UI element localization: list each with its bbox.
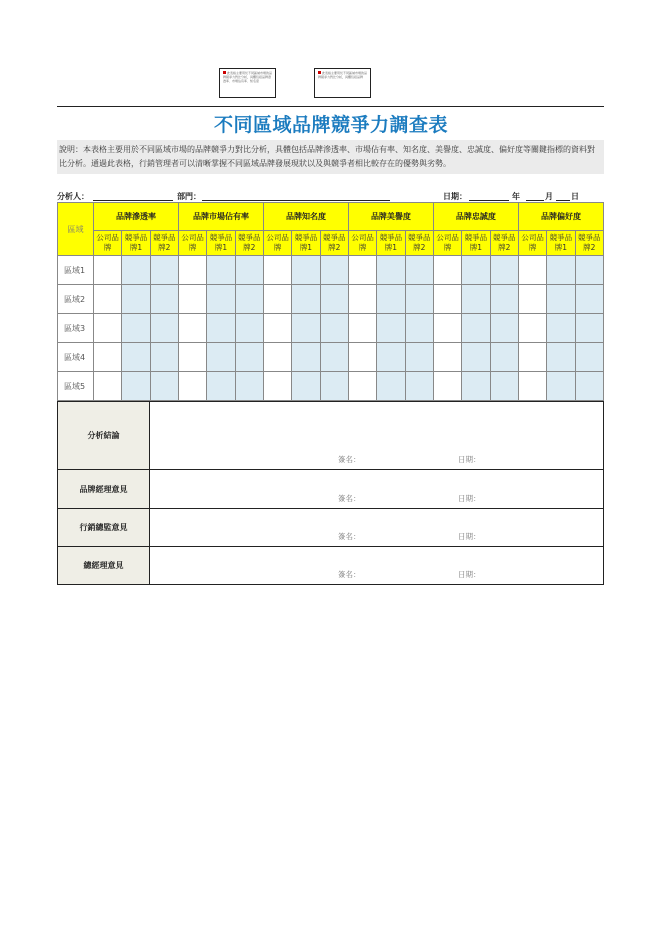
- bullet-icon: [318, 71, 321, 74]
- table-cell[interactable]: [405, 256, 433, 285]
- table-cell[interactable]: [462, 343, 490, 372]
- table-cell[interactable]: [462, 285, 490, 314]
- opinion-row: [58, 547, 604, 585]
- table-cell[interactable]: [178, 372, 206, 401]
- brand-subheader: 競爭品牌1: [207, 231, 235, 256]
- date-label: 日期：: [458, 570, 481, 579]
- brand-subheader: 競爭品牌1: [462, 231, 490, 256]
- table-cell[interactable]: [292, 343, 320, 372]
- bullet-icon: [223, 71, 226, 74]
- table-cell[interactable]: [207, 256, 235, 285]
- date-label: 日期：: [458, 532, 481, 541]
- date-label: 日期：: [443, 192, 467, 201]
- table-cell[interactable]: [150, 343, 178, 372]
- brand-subheader: 競爭品牌1: [292, 231, 320, 256]
- date-label: 日期：: [458, 494, 481, 503]
- table-cell[interactable]: [490, 343, 518, 372]
- table-cell[interactable]: [490, 256, 518, 285]
- table-cell[interactable]: [575, 372, 603, 401]
- brand-subheader: 公司品牌: [178, 231, 206, 256]
- opinion-field[interactable]: [150, 509, 604, 547]
- table-cell[interactable]: [377, 372, 405, 401]
- table-cell[interactable]: [518, 372, 546, 401]
- year-field[interactable]: [469, 200, 509, 201]
- opinion-label: 總經理意見: [58, 547, 150, 585]
- thumbnail-preview-1: [219, 68, 276, 98]
- table-cell[interactable]: [178, 285, 206, 314]
- metric-header: 品牌市場佔有率: [178, 203, 263, 231]
- region-label: 區域1: [58, 256, 94, 285]
- table-cell[interactable]: [462, 256, 490, 285]
- metric-header: 品牌滲透率: [94, 203, 179, 231]
- page-title: 不同區域品牌競爭力調查表: [213, 114, 448, 136]
- brand-subheader: 公司品牌: [433, 231, 461, 256]
- opinion-field[interactable]: [150, 547, 604, 585]
- table-cell[interactable]: [263, 256, 291, 285]
- table-cell[interactable]: [433, 372, 461, 401]
- table-cell[interactable]: [320, 372, 348, 401]
- table-cell[interactable]: [433, 314, 461, 343]
- brand-subheader: 公司品牌: [348, 231, 376, 256]
- table-cell[interactable]: [122, 372, 150, 401]
- table-cell[interactable]: [122, 256, 150, 285]
- table-cell[interactable]: [348, 343, 376, 372]
- table-cell[interactable]: [235, 372, 263, 401]
- table-cell[interactable]: [518, 314, 546, 343]
- table-cell[interactable]: [320, 285, 348, 314]
- table-row: [58, 372, 604, 401]
- table-cell[interactable]: [348, 285, 376, 314]
- table-cell[interactable]: [122, 314, 150, 343]
- department-label: 部門：: [177, 192, 201, 201]
- table-cell[interactable]: [547, 372, 575, 401]
- brand-subheader: 競爭品牌2: [235, 231, 263, 256]
- table-cell[interactable]: [122, 343, 150, 372]
- table-cell[interactable]: [405, 285, 433, 314]
- table-cell[interactable]: [235, 285, 263, 314]
- table-cell[interactable]: [575, 285, 603, 314]
- table-cell[interactable]: [348, 256, 376, 285]
- thumbnail-text: 此表格主要用於不同區域市場的品牌競爭力對比分析，具體包括品牌滲透率、市場佔有率、知名度: [223, 71, 273, 83]
- table-cell[interactable]: [292, 314, 320, 343]
- table-cell[interactable]: [575, 314, 603, 343]
- table-cell[interactable]: [547, 285, 575, 314]
- table-cell[interactable]: [377, 256, 405, 285]
- opinion-row: [58, 509, 604, 547]
- brand-subheader: 競爭品牌2: [575, 231, 603, 256]
- table-cell[interactable]: [207, 285, 235, 314]
- signature-label: 簽名：: [338, 455, 361, 464]
- area-header: 區域: [58, 203, 94, 256]
- table-cell[interactable]: [405, 343, 433, 372]
- brand-subheader: 競爭品牌2: [320, 231, 348, 256]
- table-cell[interactable]: [94, 343, 122, 372]
- table-cell[interactable]: [490, 372, 518, 401]
- table-cell[interactable]: [292, 256, 320, 285]
- table-cell[interactable]: [94, 256, 122, 285]
- signature-label: 簽名：: [338, 494, 361, 503]
- table-cell[interactable]: [320, 314, 348, 343]
- table-cell[interactable]: [518, 343, 546, 372]
- table-cell[interactable]: [94, 314, 122, 343]
- table-row: [58, 314, 604, 343]
- table-cell[interactable]: [348, 372, 376, 401]
- opinion-row: [58, 470, 604, 509]
- brand-subheader: 競爭品牌2: [490, 231, 518, 256]
- table-cell[interactable]: [263, 314, 291, 343]
- region-label: 區域3: [58, 314, 94, 343]
- table-row: [58, 343, 604, 372]
- table-cell[interactable]: [405, 314, 433, 343]
- brand-subheader: 競爭品牌1: [547, 231, 575, 256]
- competitiveness-table: [57, 202, 604, 401]
- brand-subheader: 競爭品牌2: [405, 231, 433, 256]
- brand-subheader: 競爭品牌2: [150, 231, 178, 256]
- table-row: [58, 285, 604, 314]
- table-cell[interactable]: [235, 314, 263, 343]
- table-cell[interactable]: [178, 256, 206, 285]
- table-row: [58, 256, 604, 285]
- region-label: 區域5: [58, 372, 94, 401]
- table-cell[interactable]: [377, 314, 405, 343]
- brand-subheader: 公司品牌: [263, 231, 291, 256]
- table-cell[interactable]: [207, 372, 235, 401]
- table-cell[interactable]: [518, 256, 546, 285]
- month-field[interactable]: [526, 200, 544, 201]
- thumbnail-text: 此表格主要用於不同區域市場的品牌競爭力對比分析，具體包括品牌: [318, 71, 368, 79]
- table-cell[interactable]: [207, 314, 235, 343]
- table-cell[interactable]: [575, 343, 603, 372]
- table-cell[interactable]: [377, 343, 405, 372]
- brand-subheader: 競爭品牌1: [377, 231, 405, 256]
- table-cell[interactable]: [263, 372, 291, 401]
- table-cell[interactable]: [263, 343, 291, 372]
- brand-subheader: 競爭品牌1: [122, 231, 150, 256]
- department-field[interactable]: [202, 200, 390, 201]
- brand-subheader: 公司品牌: [518, 231, 546, 256]
- signature-label: 簽名：: [338, 570, 361, 579]
- table-cell[interactable]: [490, 314, 518, 343]
- table-cell[interactable]: [462, 314, 490, 343]
- table-cell[interactable]: [235, 343, 263, 372]
- table-cell[interactable]: [377, 285, 405, 314]
- metric-header: 品牌忠誠度: [433, 203, 518, 231]
- table-cell[interactable]: [575, 256, 603, 285]
- metric-header: 品牌偏好度: [518, 203, 603, 231]
- opinion-label: 分析結論: [58, 402, 150, 470]
- date-label: 日期：: [458, 455, 481, 464]
- table-cell[interactable]: [150, 372, 178, 401]
- opinion-field[interactable]: [150, 470, 604, 509]
- analyst-field[interactable]: [93, 200, 173, 201]
- table-cell[interactable]: [320, 343, 348, 372]
- table-cell[interactable]: [320, 256, 348, 285]
- table-cell[interactable]: [547, 314, 575, 343]
- month-label: 月: [545, 192, 553, 201]
- opinion-field[interactable]: [150, 402, 604, 470]
- table-cell[interactable]: [150, 256, 178, 285]
- region-label: 區域4: [58, 343, 94, 372]
- table-cell[interactable]: [433, 256, 461, 285]
- analyst-label: 分析人：: [57, 192, 89, 201]
- signature-label: 簽名：: [338, 532, 361, 541]
- description-note: 說明：本表格主要用於不同區域市場的品牌競爭力對比分析，具體包括品牌滲透率、市場佔有率、知名度、美譽度、忠誠度、偏好度等關鍵指標的資料對比分析。通過此表格，行銷管理者可以清晰掌握不同區域品牌發展現狀以及與競爭者相比較存在的優勢與劣勢。: [57, 140, 604, 174]
- table-cell[interactable]: [207, 343, 235, 372]
- table-cell[interactable]: [292, 285, 320, 314]
- table-cell[interactable]: [235, 256, 263, 285]
- table-cell[interactable]: [547, 256, 575, 285]
- table-cell[interactable]: [462, 372, 490, 401]
- metric-header: 品牌美譽度: [348, 203, 433, 231]
- table-cell[interactable]: [433, 343, 461, 372]
- table-cell[interactable]: [150, 314, 178, 343]
- brand-subheader: 公司品牌: [94, 231, 122, 256]
- table-cell[interactable]: [292, 372, 320, 401]
- table-cell[interactable]: [94, 285, 122, 314]
- year-label: 年: [512, 192, 520, 201]
- table-cell[interactable]: [122, 285, 150, 314]
- table-cell[interactable]: [547, 343, 575, 372]
- header-divider: [57, 106, 604, 107]
- table-cell[interactable]: [348, 314, 376, 343]
- table-cell[interactable]: [405, 372, 433, 401]
- table-cell[interactable]: [94, 372, 122, 401]
- opinion-label: 品牌經理意見: [58, 470, 150, 509]
- opinion-table: [57, 401, 604, 585]
- table-cell[interactable]: [150, 285, 178, 314]
- day-label: 日: [571, 192, 579, 201]
- table-cell[interactable]: [433, 285, 461, 314]
- metric-header: 品牌知名度: [263, 203, 348, 231]
- table-cell[interactable]: [178, 343, 206, 372]
- table-cell[interactable]: [263, 285, 291, 314]
- day-field[interactable]: [556, 200, 570, 201]
- thumbnail-preview-2: [314, 68, 371, 98]
- table-cell[interactable]: [490, 285, 518, 314]
- region-label: 區域2: [58, 285, 94, 314]
- opinion-label: 行銷總監意見: [58, 509, 150, 547]
- opinion-row: [58, 402, 604, 470]
- table-cell[interactable]: [518, 285, 546, 314]
- table-cell[interactable]: [178, 314, 206, 343]
